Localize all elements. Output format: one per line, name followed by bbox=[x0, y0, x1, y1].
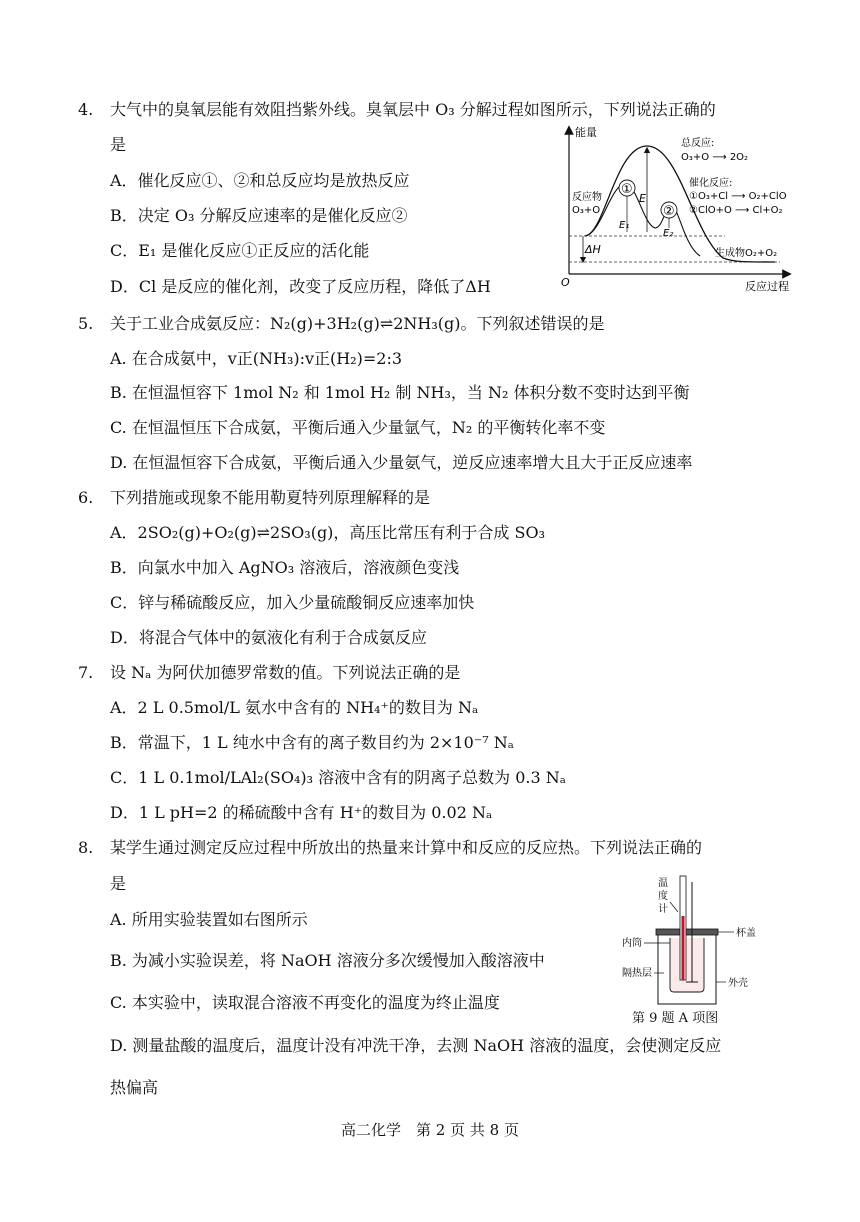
thermometer-label-1: 温 bbox=[658, 878, 668, 889]
E-label: E bbox=[639, 192, 646, 205]
question-5-option-a: A. 在合成氨中，v正(NH₃):v正(H₂)=2:3 bbox=[110, 349, 403, 368]
question-4-option-c: C．E₁ 是催化反应①正反应的活化能 bbox=[110, 241, 370, 260]
question-8-option-d: D. 测量盐酸的温度后，温度计没有冲洗干净，去测 NaOH 溶液的温度，会使测定反应 bbox=[110, 1036, 722, 1055]
calorimeter-caption: 第 9 题 A 项图 bbox=[632, 1011, 719, 1026]
lid-label: 杯盖 bbox=[736, 928, 756, 939]
thermometer-mercury bbox=[682, 916, 685, 980]
inner-label: 内筒 bbox=[622, 938, 642, 949]
catalytic-reaction-title: 催化反应: bbox=[689, 178, 733, 189]
question-5-number: 5. bbox=[78, 314, 94, 333]
calorimeter-diagram bbox=[622, 872, 772, 1008]
catalytic-equation-2: ②ClO+O ⟶ Cl+O₂ bbox=[689, 205, 783, 216]
question-7-option-b: B．常温下，1 L 纯水中含有的离子数目约为 2×10⁻⁷ Nₐ bbox=[110, 733, 514, 752]
inner-cup bbox=[670, 938, 704, 992]
uncatalyzed-curve bbox=[585, 146, 778, 262]
shell-label: 外壳 bbox=[728, 978, 748, 989]
thermometer-label-3: 计 bbox=[658, 904, 668, 915]
question-4-stem-cont: 是 bbox=[110, 135, 127, 154]
question-5-option-d: D. 在恒温恒容下合成氨，平衡后通入少量氨气，逆反应速率增大且大于正反应速率 bbox=[110, 453, 693, 472]
question-4-option-b: B．决定 O₃ 分解反应速率的是催化反应② bbox=[110, 206, 408, 225]
question-6-number: 6. bbox=[78, 488, 94, 507]
question-8-number: 8. bbox=[78, 838, 94, 857]
energy-diagram bbox=[555, 124, 795, 294]
question-6-option-c: C．锌与稀硫酸反应，加入少量硫酸铜反应速率加快 bbox=[110, 593, 475, 612]
question-4-option-a: A．催化反应①、②和总反应均是放热反应 bbox=[110, 171, 410, 190]
reactant-label: 反应物 bbox=[572, 192, 602, 203]
question-6-option-a: A．2SO₂(g)+O₂(g)⇌2SO₃(g)，高压比常压有利于合成 SO₃ bbox=[110, 523, 546, 542]
question-6-stem: 下列措施或现象不能用勒夏特列原理解释的是 bbox=[110, 488, 431, 507]
question-6-option-b: B．向氯水中加入 AgNO₃ 溶液后，溶液颜色变浅 bbox=[110, 558, 460, 577]
question-8-option-c: C. 本实验中，读取混合溶液不再变化的温度为终止温度 bbox=[110, 993, 500, 1012]
question-5-option-b: B. 在恒温恒容下 1mol N₂ 和 1mol H₂ 制 NH₃，当 N₂ 体积分数不变时达到平衡 bbox=[110, 383, 690, 402]
question-7-stem: 设 Nₐ 为阿伏加德罗常数的值。下列说法正确的是 bbox=[110, 663, 461, 682]
total-reaction-equation: O₃+O ⟶ 2O₂ bbox=[681, 152, 749, 163]
page-footer: 高二化学 第 2 页 共 8 页 bbox=[341, 1121, 519, 1139]
peak-1-label: ① bbox=[621, 182, 633, 197]
E1-label: E₁ bbox=[619, 220, 630, 231]
question-8-option-a: A. 所用实验装置如右图所示 bbox=[110, 910, 308, 929]
question-4-number: 4. bbox=[78, 100, 94, 119]
total-reaction-title: 总反应: bbox=[681, 138, 715, 149]
dH-label: ΔH bbox=[585, 243, 601, 256]
question-4-option-d: D．Cl 是反应的催化剂，改变了反应历程，降低了ΔH bbox=[110, 277, 491, 296]
E2-label: E₂ bbox=[663, 228, 674, 239]
question-4-stem: 大气中的臭氧层能有效阻挡紫外线。臭氧层中 O₃ 分解过程如图所示，下列说法正确的 bbox=[110, 100, 716, 119]
thermometer-label-2: 度 bbox=[658, 891, 668, 902]
question-5-option-c: C. 在恒温恒压下合成氨，平衡后通入少量氩气，N₂ 的平衡转化率不变 bbox=[110, 418, 606, 437]
question-8-option-b: B. 为减小实验误差，将 NaOH 溶液分多次缓慢加入酸溶液中 bbox=[110, 951, 545, 970]
y-axis-label: 能量 bbox=[575, 126, 597, 139]
question-7-option-c: C．1 L 0.1mol/LAl₂(SO₄)₃ 溶液中含有的阴离子总数为 0.3 Nₐ bbox=[110, 768, 566, 787]
question-5-stem: 关于工业合成氨反应：N₂(g)+3H₂(g)⇌2NH₃(g)。下列叙述错误的是 bbox=[110, 314, 605, 333]
question-7-option-a: A．2 L 0.5mol/L 氨水中含有的 NH₄⁺的数目为 Nₐ bbox=[110, 698, 479, 717]
product-label: 生成物O₂+O₂ bbox=[715, 248, 778, 259]
catalytic-equation-1: ①O₃+Cl ⟶ O₂+ClO bbox=[689, 191, 787, 202]
lid bbox=[656, 929, 718, 935]
question-7-number: 7. bbox=[78, 663, 94, 682]
reactant-formula: O₃+O bbox=[572, 205, 601, 216]
question-7-option-d: D．1 L pH=2 的稀硫酸中含有 H⁺的数目为 0.02 Nₐ bbox=[110, 803, 493, 822]
origin-label: O bbox=[561, 276, 570, 289]
thermometer-pointer bbox=[670, 902, 678, 912]
x-axis-label: 反应过程 bbox=[745, 280, 789, 293]
question-8-option-d-cont: 热偏高 bbox=[110, 1078, 159, 1097]
question-8-stem: 某学生通过测定反应过程中所放出的热量来计算中和反应的反应热。下列说法正确的 bbox=[110, 838, 703, 857]
insulation-label: 隔热层 bbox=[622, 968, 652, 979]
question-8-stem-cont: 是 bbox=[110, 874, 127, 893]
question-6-option-d: D．将混合气体中的氨液化有利于合成氨反应 bbox=[110, 628, 427, 647]
peak-2-label: ② bbox=[663, 204, 675, 219]
